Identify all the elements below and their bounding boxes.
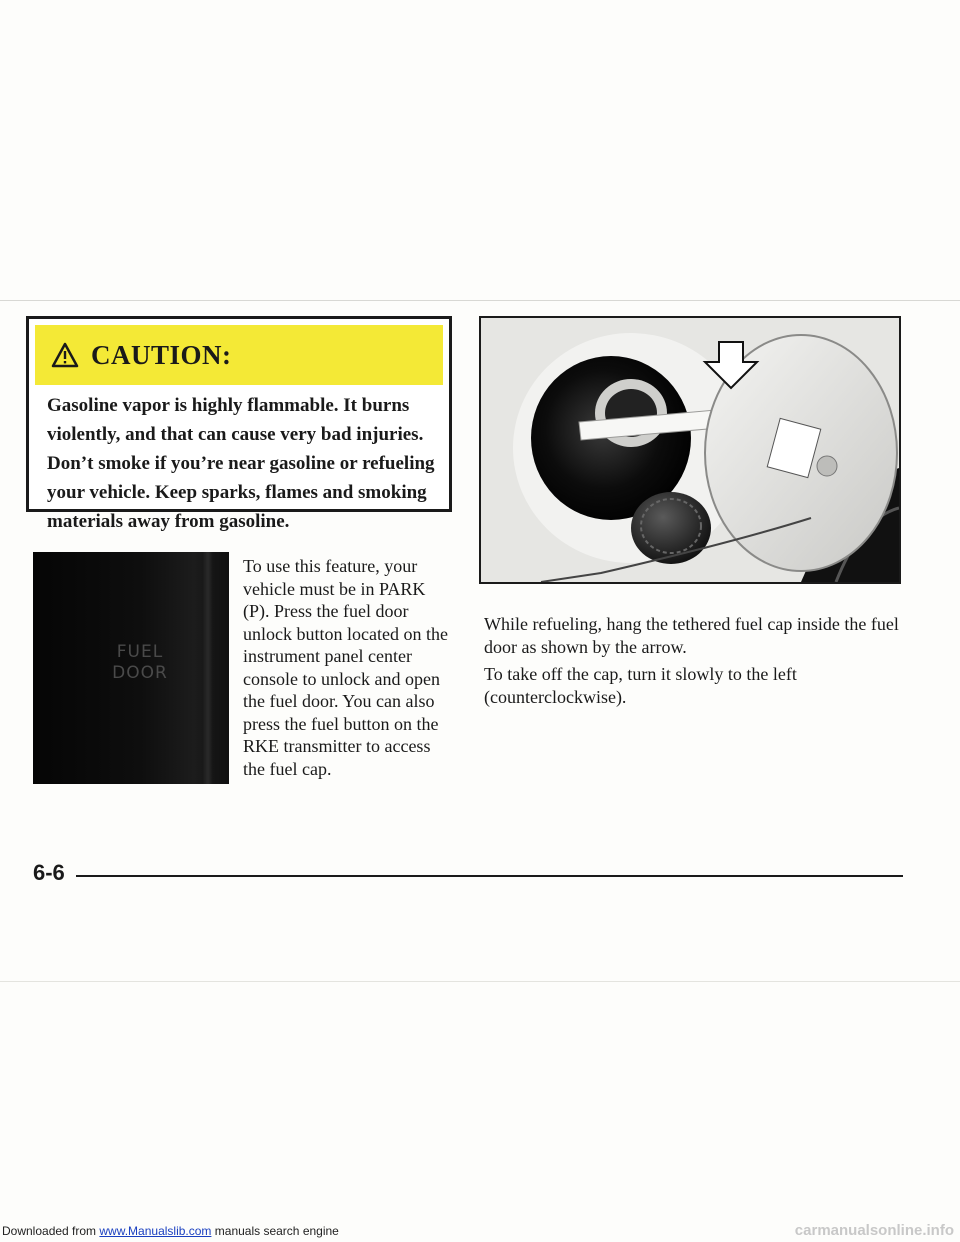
caution-title: CAUTION: (91, 339, 232, 370)
download-note (2, 1224, 339, 1238)
caution-text: Gasoline vapor is highly flammable. It burns violently, and that can cause very bad injuries. Don’t smoke if you’re near gasoline or refueling your vehicle. Keep sparks, flames and smoking materials away from gasoline. (47, 395, 435, 532)
page-number: 6-6 (33, 860, 65, 885)
download-note-suffix: manuals search engine (211, 1224, 339, 1238)
caution-box (26, 316, 452, 532)
fuel-door-button-photo (33, 552, 229, 784)
fuel-cap-illustration (481, 318, 899, 582)
caution-header (35, 325, 443, 385)
manualslib-link[interactable]: www.Manualslib.com (99, 1224, 212, 1238)
footer-rule (76, 875, 903, 877)
warning-triangle-icon (51, 342, 79, 368)
watermark: carmanualsonline.info (794, 1222, 954, 1239)
fuel-door-button-label (95, 642, 185, 684)
button-label-line-1: FUEL (116, 642, 164, 662)
tethered-cap-paragraph: While refueling, hang the tethered fuel cap inside the fuel door as shown by the arrow. (484, 614, 899, 657)
download-note-prefix: Downloaded from (2, 1224, 100, 1238)
remove-cap-paragraph: To take off the cap, turn it slowly to the left (counterclockwise). (484, 664, 797, 707)
photo-edge (203, 552, 213, 784)
fuel-cap-photo (479, 316, 901, 584)
button-label-line-2: DOOR (112, 663, 168, 683)
intro-paragraph: To use this feature, your vehicle must be in PARK (P). Press the fuel door unlock button located on the instrument panel center console to unlock and open the fuel door. You can also press the fuel button on the RKE transmitter to access the fuel cap. (243, 556, 448, 779)
